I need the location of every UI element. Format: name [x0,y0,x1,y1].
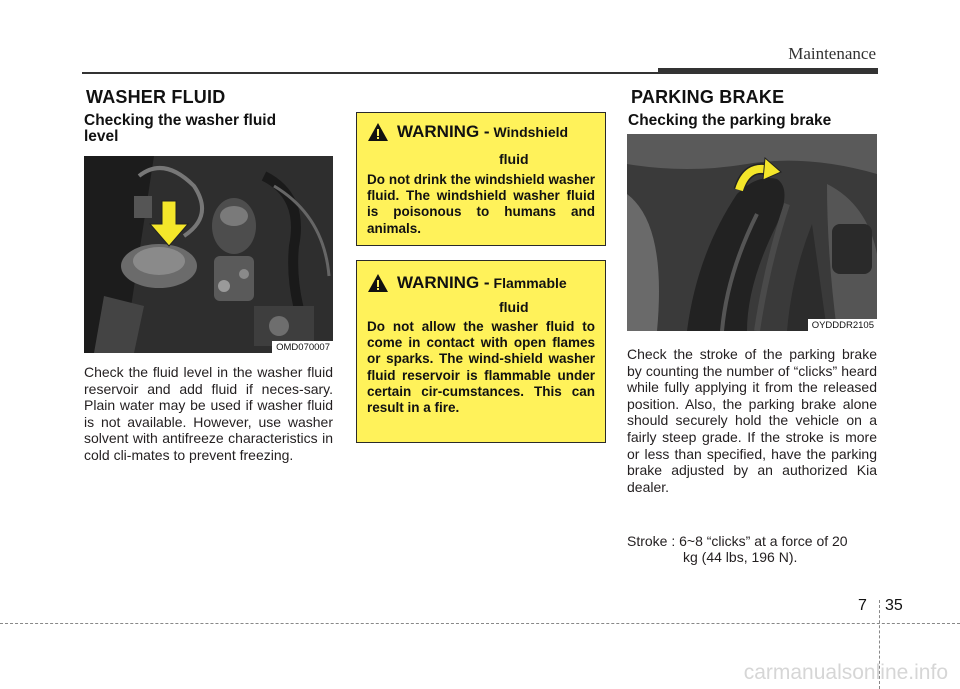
engine-bay-photo [84,156,333,353]
stroke-spec-line-1: Stroke : 6~8 “clicks” at a force of 20 [627,533,848,549]
warning-label: WARNING - [397,273,490,292]
warning-text-flammable-fluid: Do not allow the washer fluid to come in contact with open flames or sparks. The wind-shield washer fluid reservoir is flammable under certain cir-cumstances. This can result in a fire. [367,319,595,416]
warning-box-windshield-fluid [356,112,606,246]
stroke-spec-line-2: kg (44 lbs, 196 N). [683,549,798,565]
washer-fluid-instructions: Check the fluid level in the washer fluid reservoir and add fluid if neces-sary. Plain water may be used if washer fluid is not available. However, use washer solvent with antifreeze characteristics in cold cli-mates to prevent freezing. [84,364,333,463]
page-number: 35 [885,597,903,614]
photo-reference-code: OYDDDR2105 [808,319,877,331]
page-header-title: Maintenance [788,44,876,63]
subsection-title-checking-washer-fluid: Checking the washer fluid level [84,112,277,145]
warning-triangle-icon [367,273,389,293]
warning-subject-continued: fluid [499,151,529,167]
header-rule [82,72,658,74]
engine-bay-illustration [84,156,333,353]
warning-subject: Flammable [493,275,567,291]
photo-reference-code: OMD070007 [272,341,333,353]
site-watermark: carmanualsonline.info [743,661,948,684]
parking-brake-instructions: Check the stroke of the parking brake by counting the number of “clicks” heard while fully applying it from the released position. Also, the parking brake alone should securely hold the vehicle on a fairly steep grade. If the stroke is more or less than specified, have the parking brake adjusted by an authorized Kia dealer. [627,346,877,495]
warning-subject-continued: fluid [499,299,529,315]
header-rule-accent [658,68,878,74]
section-title-washer-fluid: WASHER FLUID [86,87,226,107]
parking-brake-photo [627,134,877,331]
footer-rule [0,623,960,624]
warning-label: WARNING - [397,122,490,141]
section-title-parking-brake: PARKING BRAKE [631,87,785,107]
parking-brake-illustration [627,134,877,331]
subsection-title-checking-parking-brake: Checking the parking brake [628,112,832,129]
warning-text-windshield-fluid: Do not drink the windshield washer fluid. The windshield washer fluid is poisonous to humans and animals. [367,172,595,236]
warning-triangle-icon [367,122,389,142]
chapter-number: 7 [858,597,867,614]
warning-box-flammable-fluid [356,260,606,443]
warning-subject: Windshield [493,124,569,140]
